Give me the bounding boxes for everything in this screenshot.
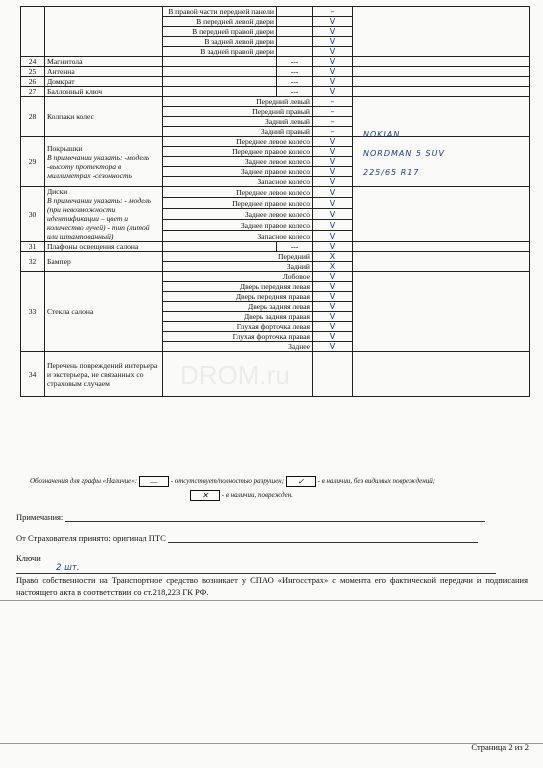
- table-row: [21, 57, 530, 67]
- row-sub: Переднее левое колесо: [163, 137, 313, 147]
- presence-mark: V: [313, 177, 353, 187]
- table-row: [21, 77, 530, 87]
- row-sub: Заднее левое колесо: [163, 209, 313, 220]
- row-sub: Дверь передняя левая: [163, 282, 313, 292]
- row-sub: Переднее правое колесо: [163, 198, 313, 209]
- presence-mark: V: [313, 27, 353, 37]
- row-sub: Дверь задняя правая: [163, 312, 313, 322]
- legend-box-damaged: ✕: [190, 490, 220, 501]
- presence-mark: V: [313, 67, 353, 77]
- row-num: 30: [21, 187, 45, 242]
- row-sub: Дверь задняя левая: [163, 302, 313, 312]
- row-value: ---: [277, 87, 313, 97]
- notes-line: [16, 512, 496, 522]
- blank-area: [0, 600, 543, 744]
- group-instructions: В примечании указать: - модель (при невозможности идентификации – цвет и количество лучей) - тип (литой или штампованный): [47, 196, 152, 241]
- presence-mark: V: [313, 282, 353, 292]
- row-num: [21, 7, 45, 57]
- row-num: 26: [21, 77, 45, 87]
- presence-mark: V: [313, 167, 353, 177]
- row-value: [277, 47, 313, 57]
- table-row: [21, 87, 530, 97]
- row-sub: Заднее левое колесо: [163, 157, 313, 167]
- presence-mark: V: [313, 37, 353, 47]
- group-title: Стекла салона: [47, 307, 94, 316]
- table-row: [21, 67, 530, 77]
- note-cell: [353, 130, 530, 187]
- notes-label: Примечания:: [16, 512, 64, 522]
- row-num: 24: [21, 57, 45, 67]
- presence-mark: V: [313, 242, 353, 252]
- glass-name: [45, 272, 163, 352]
- row-num: 29: [21, 137, 45, 187]
- row-value: [277, 27, 313, 37]
- row-sub: Запасное колесо: [163, 177, 313, 187]
- table-row: [21, 252, 530, 262]
- row-sub: Заднее правое колесо: [163, 167, 313, 177]
- handwritten-note: NOKIAN: [363, 130, 401, 139]
- handwritten-note: NORDMAN 5 SUV: [363, 149, 445, 158]
- legend-box-ok: ✓: [286, 476, 316, 487]
- presence-mark: –: [313, 107, 353, 117]
- tyres-name: [45, 137, 163, 187]
- row-value: ---: [277, 67, 313, 77]
- table-row: [21, 187, 530, 198]
- presence-mark: V: [313, 342, 353, 352]
- row-sub: В правой части передней панели: [163, 7, 277, 17]
- received-label: От Страхователя принято: оригинал ПТС: [16, 533, 166, 543]
- presence-mark: V: [313, 332, 353, 342]
- row-num: 25: [21, 67, 45, 77]
- row-sub: Лобовое: [163, 272, 313, 282]
- row-sub: В задней левой двери: [163, 37, 277, 47]
- row-num: 33: [21, 272, 45, 352]
- row-value: ---: [277, 77, 313, 87]
- row-value: ---: [277, 57, 313, 67]
- presence-mark: V: [313, 302, 353, 312]
- keys-line: [16, 553, 496, 574]
- note-cell: [353, 57, 530, 67]
- presence-mark: –: [313, 7, 353, 17]
- row-sub: В задней правой двери: [163, 47, 277, 57]
- row-sub: Передний левый: [163, 97, 313, 107]
- presence-mark: V: [313, 187, 353, 198]
- row-value: [277, 37, 313, 47]
- row-value: [277, 7, 313, 17]
- row-sub: [163, 67, 277, 77]
- row-sub: Передний: [163, 252, 313, 262]
- row-name: Плафоны освещения салона: [45, 242, 163, 252]
- presence-mark: X: [313, 262, 353, 272]
- table-row: [21, 97, 530, 107]
- group-title: Колпаки колес: [47, 112, 94, 121]
- page-number: Страница 2 из 2: [471, 742, 529, 752]
- presence-mark: V: [313, 77, 353, 87]
- legend-absent: - отсутствует/полностью разрушен;: [170, 477, 285, 486]
- presence-mark: V: [313, 147, 353, 157]
- row-sub: Переднее левое колесо: [163, 187, 313, 198]
- row-sub: Передний правый: [163, 107, 313, 117]
- handwritten-note: 225/65 R17: [363, 168, 420, 177]
- presence-mark: V: [313, 57, 353, 67]
- row-name: Баллонный ключ: [45, 87, 163, 97]
- row-sub: Заднее правое колесо: [163, 220, 313, 231]
- row-sub: Задний левый: [163, 117, 313, 127]
- group-title: Диски: [47, 187, 68, 196]
- note-cell: [353, 242, 530, 252]
- note-cell: [353, 352, 530, 397]
- presence-mark: V: [313, 87, 353, 97]
- group-instructions: В примечании указать: -модель -высоту протектора в миллиметрах -сезонность: [47, 152, 150, 180]
- presence-mark: [313, 352, 353, 397]
- row-sub: Переднее правое колесо: [163, 147, 313, 157]
- presence-mark: V: [313, 272, 353, 282]
- row-sub: [163, 242, 277, 252]
- presence-mark: V: [313, 17, 353, 27]
- row-num: 34: [21, 352, 45, 397]
- presence-mark: V: [313, 137, 353, 147]
- row-num: 31: [21, 242, 45, 252]
- presence-mark: V: [313, 220, 353, 231]
- note-cell: [353, 77, 530, 87]
- note-cell: [353, 87, 530, 97]
- legend-box-absent: —: [139, 476, 169, 487]
- row-sub: Заднее: [163, 342, 313, 352]
- row-sub: Задний правый: [163, 127, 313, 137]
- keys-value: 2 шт.: [16, 563, 496, 574]
- row-num: 28: [21, 97, 45, 137]
- row-num: 32: [21, 252, 45, 272]
- row-value: ---: [277, 242, 313, 252]
- presence-mark: X: [313, 252, 353, 262]
- row-sub: [163, 77, 277, 87]
- table-row: [21, 137, 530, 147]
- note-cell: [353, 67, 530, 77]
- row-sub: [163, 352, 313, 397]
- legend: [30, 476, 530, 501]
- row-sub: [163, 57, 277, 67]
- table-row: [21, 242, 530, 252]
- legend-prefix: Обозначения для графы «Наличие»:: [30, 477, 138, 486]
- note-cell: [353, 252, 530, 272]
- row-sub: В передней левой двери: [163, 17, 277, 27]
- row-sub: Запасное колесо: [163, 231, 313, 242]
- caps-name: [45, 97, 163, 137]
- watermark: DROM.ru: [180, 360, 290, 390]
- presence-mark: V: [313, 292, 353, 302]
- received-line: [16, 533, 496, 543]
- legend-ok: - в наличии, без видимых повреждений;: [317, 477, 436, 486]
- presence-mark: –: [313, 117, 353, 127]
- row-sub: [163, 87, 277, 97]
- presence-mark: V: [313, 47, 353, 57]
- presence-mark: V: [313, 198, 353, 209]
- presence-mark: V: [313, 322, 353, 332]
- row-sub: Глухая форточка правая: [163, 332, 313, 342]
- table-row: [21, 7, 530, 17]
- group-title: Покрышки: [47, 143, 83, 153]
- row-name: Магнитола: [45, 57, 163, 67]
- presence-mark: V: [313, 231, 353, 242]
- group-title: Бампер: [47, 257, 71, 266]
- note-cell: [353, 187, 530, 242]
- row-sub: Задний: [163, 262, 313, 272]
- presence-mark: –: [313, 127, 353, 137]
- bumper-name: [45, 252, 163, 272]
- table-row: [21, 352, 530, 397]
- row-num: 27: [21, 87, 45, 97]
- keys-label: Ключи: [16, 553, 41, 563]
- note-cell: [353, 7, 530, 57]
- note-cell: [353, 272, 530, 352]
- row-sub: Дверь передняя правая: [163, 292, 313, 302]
- table-row: [21, 272, 530, 282]
- row-sub: В передней правой двери: [163, 27, 277, 37]
- legend-damaged: - в наличии, поврежден.: [221, 491, 293, 500]
- row-sub: Глухая форточка левая: [163, 322, 313, 332]
- row-name: Антенна: [45, 67, 163, 77]
- ownership-paragraph: Право собственности на Транспортное средство возникает у СПАО «Ингосстрах» с момента его фактической передачи и подписания настоящего акта в соответствии со ст.218,223 ГК РФ.: [16, 575, 528, 597]
- row-name: Домкрат: [45, 77, 163, 87]
- presence-mark: –: [313, 97, 353, 107]
- presence-mark: V: [313, 157, 353, 167]
- presence-mark: V: [313, 209, 353, 220]
- row-name: [45, 7, 163, 57]
- inventory-table: [20, 6, 530, 397]
- row-value: [277, 17, 313, 27]
- discs-name: [45, 187, 163, 242]
- row-name: Перечень повреждений интерьера и экстерьера, не связанных со страховым случаем: [45, 352, 163, 397]
- presence-mark: V: [313, 312, 353, 322]
